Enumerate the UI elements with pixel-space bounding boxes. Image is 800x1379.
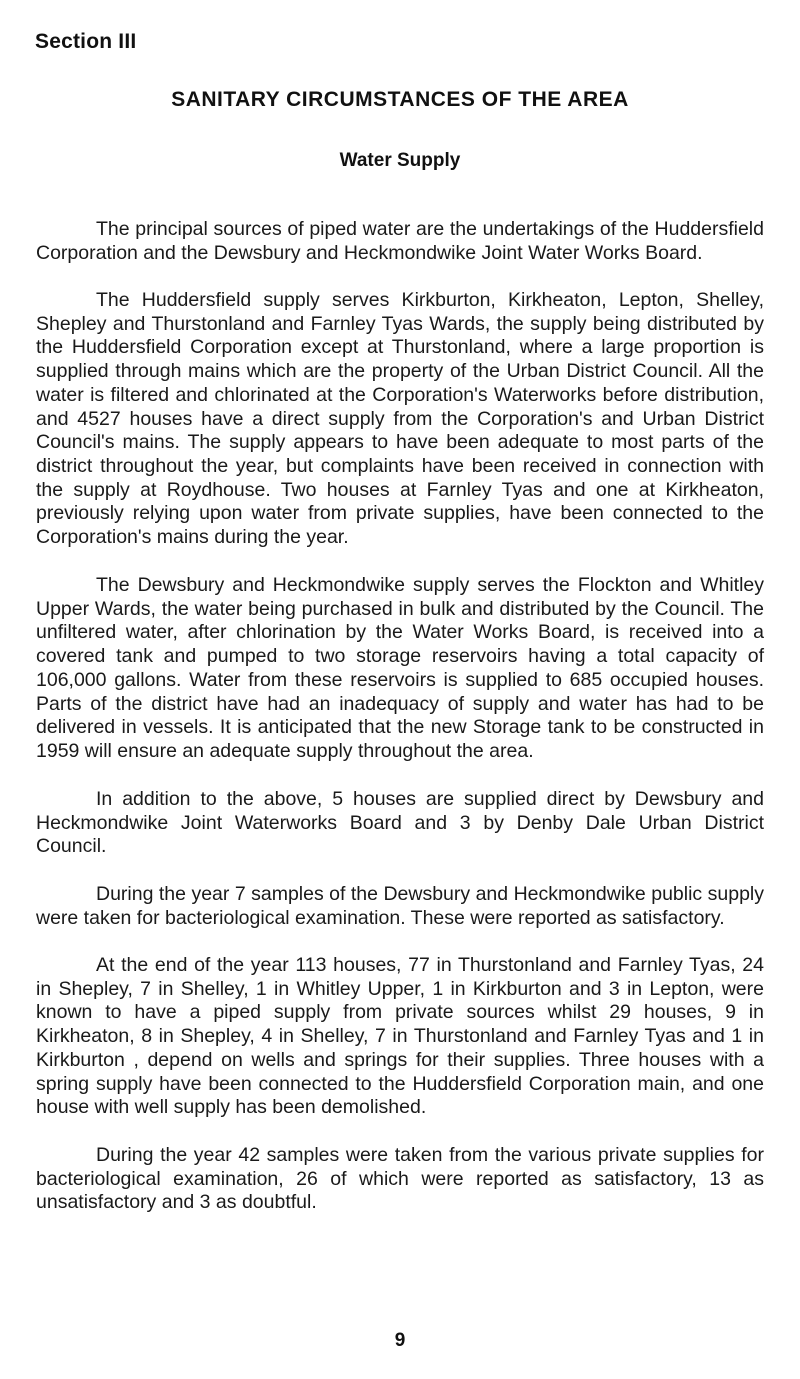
paragraph-additional-supplies: In addition to the above, 5 houses are supplied direct by Dewsbury and Heckmondwike Joint Waterworks Board and 3 by Denby Dale Urban District Council. <box>36 788 764 858</box>
section-label: Section III <box>35 30 137 53</box>
page-number: 9 <box>394 1330 406 1351</box>
paragraph-public-samples: During the year 7 samples of the Dewsbury and Heckmondwike public supply were taken for bacteriological examination. These were reported as satisfactory. <box>36 883 764 929</box>
paragraph-dewsbury-supply: The Dewsbury and Heckmondwike supply serves the Flockton and Whitley Upper Wards, the water being purchased in bulk and distributed by the Council. The unfiltered water, after chlorination by the Water Works Board, is received into a covered tank and pumped to two storage reservoirs having a total capacity of 106,000 gallons. Water from these reservoirs is supplied to 685 occupied houses. Parts of the district have had an inadequacy of supply and water has had to be delivered in vessels. It is anticipated that the new Storage tank to be constructed in 1959 will ensure an adequate supply throughout the area. <box>36 574 764 762</box>
paragraph-private-sources: At the end of the year 113 houses, 77 in Thurstonland and Farnley Tyas, 24 in Shepley, 7 in Shelley, 1 in Whitley Upper, 1 in Kirkburton and 3 in Lepton, were known to have a piped supply from private sources whilst 29 houses, 9 in Kirkheaton, 8 in Shepley, 4 in Shelley, 7 in Thurstonland and Farnley Tyas and 1 in Kirkburton , depend on wells and springs for their supplies. Three houses with a spring supply have been connected to the Huddersfield Corporation main, and one house with well supply has been demolished. <box>36 954 764 1119</box>
page-title: SANITARY CIRCUMSTANCES OF THE AREA <box>171 88 629 111</box>
paragraph-sources: The principal sources of piped water are the undertakings of the Huddersfield Corporation and the Dewsbury and Heckmondwike Joint Water Works Board. <box>36 218 764 264</box>
section-subtitle: Water Supply <box>339 150 461 171</box>
paragraph-private-samples: During the year 42 samples were taken from the various private supplies for bacteriological examination, 26 of which were reported as satisfactory, 13 as unsatisfactory and 3 as doubtful. <box>36 1144 764 1214</box>
paragraph-huddersfield-supply: The Huddersfield supply serves Kirkburton, Kirkheaton, Lepton, Shelley, Shepley and Thurstonland and Farnley Tyas Wards, the supply being distributed by the Huddersfield Corporation except at Thurstonland, where a large proportion is supplied through mains which are the property of the Urban District Council. All the water is filtered and chlorinated at the Corporation's Waterworks before distribution, and 4527 houses have a direct supply from the Corporation's and Urban District Council's mains. The supply appears to have been adequate to most parts of the district throughout the year, but complaints have been received in connection with the supply at Roydhouse. Two houses at Farnley Tyas and one at Kirkheaton, previously relying upon water from private supplies, have been connected to the Corporation's mains during the year. <box>36 289 764 549</box>
